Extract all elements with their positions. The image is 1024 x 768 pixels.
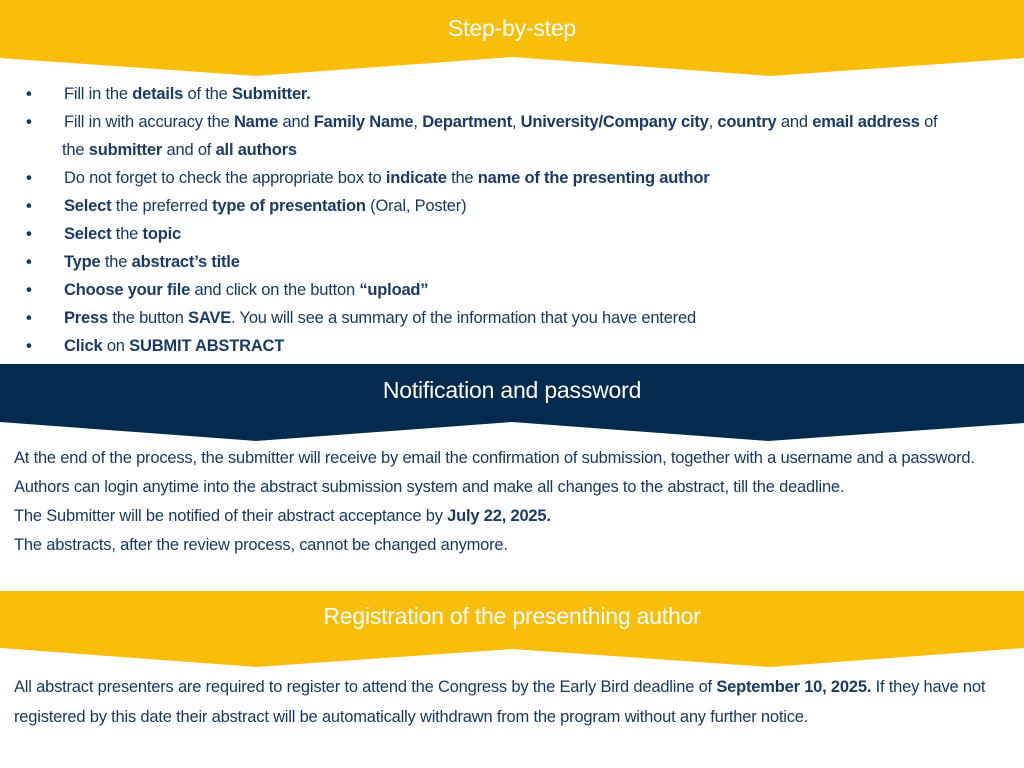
step-text: Fill in the [64, 85, 133, 103]
step-emphasis: “upload” [359, 281, 429, 299]
step-by-step-banner [0, 0, 1024, 76]
step-emphasis: Select [64, 197, 112, 215]
bullet: • [26, 225, 32, 243]
step-text: the [446, 169, 478, 187]
list-item [0, 276, 1024, 304]
step-text: on [102, 337, 130, 355]
bullet: • [26, 281, 32, 299]
step-text: the [111, 225, 143, 243]
step-text: Fill in with accuracy the [64, 113, 234, 131]
step-emphasis: email address [812, 113, 920, 131]
paragraph-text: If they have not registered by this date their abstract will be automatically withdrawn from the program without any further notice. [14, 678, 986, 726]
bullet: • [26, 309, 32, 327]
notification-banner [0, 364, 1024, 442]
paragraph-text: All abstract presenters are required to register to attend the Congress by the Early Bird deadline of [14, 678, 717, 696]
step-emphasis: Family Name [313, 113, 414, 131]
registration-banner [0, 591, 1024, 668]
step-text: and [776, 113, 813, 131]
step-emphasis: SAVE [188, 309, 232, 327]
step-text: (Oral, Poster) [365, 197, 467, 215]
step-text: of [919, 113, 938, 131]
bullet: • [26, 113, 32, 131]
bullet: • [26, 337, 32, 355]
step-emphasis: Submitter. [231, 85, 311, 103]
step-text: Do not forget to check the appropriate box to [64, 169, 386, 187]
step-emphasis: topic [142, 225, 181, 243]
step-emphasis: Select [64, 225, 112, 243]
step-text: , [413, 113, 423, 131]
paragraph: The abstracts, after the review process, cannot be changed anymore. [14, 536, 508, 554]
step-text: the [62, 141, 89, 159]
section-title: Registration of the presenthing author [323, 603, 701, 629]
list-item [0, 108, 1024, 164]
step-emphasis: SUBMIT ABSTRACT [129, 337, 285, 355]
step-emphasis: Type [64, 253, 101, 271]
list-item [0, 80, 1024, 108]
bullet: • [26, 197, 32, 215]
section-title: Step-by-step [448, 15, 576, 41]
paragraph-text: The Submitter will be notified of their abstract acceptance by [14, 507, 448, 525]
section-title: Notification and password [382, 377, 642, 403]
bullet: • [26, 253, 32, 271]
step-text: and [278, 113, 314, 131]
step-text: and click on the button [190, 281, 360, 299]
step-text: and of [162, 141, 216, 159]
step-emphasis: abstract’s title [131, 253, 240, 271]
steps-list [0, 80, 1024, 360]
step-emphasis: all authors [215, 141, 297, 159]
bullet: • [26, 85, 32, 103]
paragraph [14, 672, 1010, 732]
notification-text [14, 444, 1010, 560]
step-emphasis: type of presentation [212, 197, 366, 215]
registration-deadline: September 10, 2025. [716, 678, 872, 696]
step-text: the preferred [111, 197, 213, 215]
list-item [0, 332, 1024, 360]
step-emphasis: details [132, 85, 184, 103]
step-emphasis: indicate [385, 169, 447, 187]
acceptance-date: July 22, 2025. [447, 507, 551, 525]
step-emphasis: Department [422, 113, 512, 131]
step-text: , [511, 113, 521, 131]
step-text: , [708, 113, 718, 131]
paragraph: At the end of the process, the submitter will receive by email the confirmation of submission, together with a username and a password. Authors can login anytime into the abstract submission system and make all changes to the abstract, till the deadline. [14, 449, 975, 496]
step-text: the button [107, 309, 189, 327]
step-emphasis: submitter [88, 141, 163, 159]
paragraph [14, 502, 1010, 531]
step-emphasis: country [717, 113, 777, 131]
step-text: . You will see a summary of the information that you have entered [231, 309, 696, 327]
step-emphasis: Choose your file [64, 281, 191, 299]
step-emphasis: Press [64, 309, 108, 327]
step-emphasis: Name [233, 113, 279, 131]
list-item [0, 192, 1024, 220]
list-item [0, 248, 1024, 276]
list-item [0, 164, 1024, 192]
bullet: • [26, 169, 32, 187]
step-emphasis: name of the presenting author [477, 169, 710, 187]
step-text: the [100, 253, 132, 271]
list-item [0, 304, 1024, 332]
step-emphasis: University/Company city [520, 113, 709, 131]
list-item [0, 220, 1024, 248]
step-emphasis: Click [64, 337, 103, 355]
registration-text [14, 672, 1010, 732]
step-continuation [62, 136, 1004, 164]
step-text: of the [183, 85, 232, 103]
